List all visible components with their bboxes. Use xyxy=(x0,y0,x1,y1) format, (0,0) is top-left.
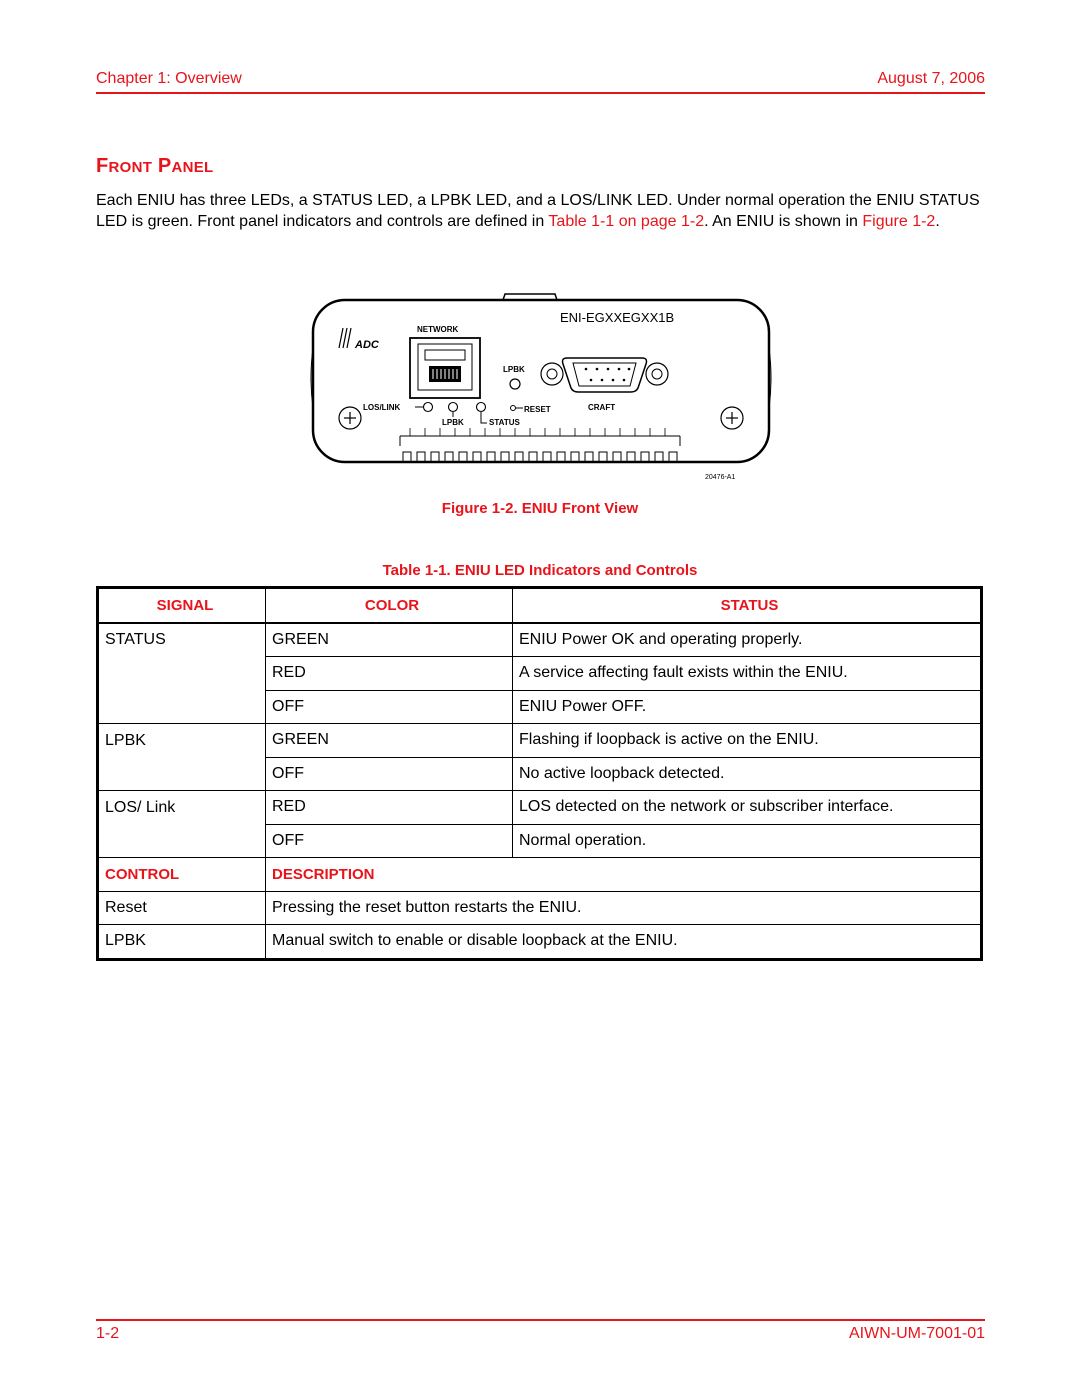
header-date: August 7, 2006 xyxy=(877,70,985,87)
table-row: LPBK GREEN Flashing if loopback is active on the ENIU. xyxy=(98,724,982,758)
figure-link[interactable]: Figure 1-2 xyxy=(862,213,936,230)
intro-paragraph: Each ENIU has three LEDs, a STATUS LED, a LPBK LED, and a LOS/LINK LED. Under normal operation the ENIU STATUS LED is green. Front panel indicators and controls are defined in Table 1-1 on page 1-2. An ENIU is shown in Figure 1-2. xyxy=(96,192,980,230)
eniu-front-view-figure xyxy=(305,288,775,488)
section-title: FRONT PANEL xyxy=(96,155,214,177)
los-link-led xyxy=(424,403,433,412)
status-led xyxy=(477,403,486,412)
header-control: CONTROL xyxy=(98,858,266,892)
table-row: Reset Pressing the reset button restarts the ENIU. xyxy=(98,891,982,925)
network-port xyxy=(410,338,480,398)
header-rule xyxy=(96,92,985,94)
los-link-label: LOS/LINK xyxy=(363,403,401,412)
eniu-front-panel-drawing xyxy=(305,288,775,488)
header-description: DESCRIPTION xyxy=(266,858,982,892)
network-label: NETWORK xyxy=(417,325,459,334)
lpbk-top-label: LPBK xyxy=(503,365,525,374)
reset-label: RESET xyxy=(524,405,551,414)
table-header-row xyxy=(98,588,982,623)
table-row: RED A service affecting fault exists within the ENIU. xyxy=(98,657,982,691)
led-indicators-table xyxy=(96,586,983,961)
drawing-id: 20476-A1 xyxy=(705,474,736,481)
right-screw-icon xyxy=(721,407,743,429)
table-row: OFF Normal operation. xyxy=(98,824,982,858)
document-number: AIWN-UM-7001-01 xyxy=(848,1325,985,1342)
svg-text:ADC: ADC xyxy=(355,339,379,351)
status-label: STATUS xyxy=(489,418,520,427)
lpbk-button xyxy=(510,379,520,389)
header-status: STATUS xyxy=(513,588,982,623)
table-row: STATUS GREEN ENIU Power OK and operating properly. xyxy=(98,623,982,657)
figure-caption: Figure 1-2. ENIU Front View xyxy=(441,500,639,517)
model-label: ENI-EGXXEGXX1B xyxy=(560,310,675,325)
lpbk-led xyxy=(449,403,458,412)
table-caption: Table 1-1. ENIU LED Indicators and Controls xyxy=(382,562,698,579)
table-row: LPBK Manual switch to enable or disable loopback at the ENIU. xyxy=(98,925,982,960)
page-number: 1-2 xyxy=(96,1325,120,1342)
left-screw-icon xyxy=(339,407,361,429)
table-row: OFF No active loopback detected. xyxy=(98,757,982,791)
reset-button xyxy=(511,406,516,411)
craft-label: CRAFT xyxy=(588,403,616,412)
table-link[interactable]: Table 1-1 on page 1-2 xyxy=(548,213,705,230)
table-row: OFF ENIU Power OFF. xyxy=(98,690,982,724)
control-header-row xyxy=(98,858,982,892)
lpbk-bottom-label: LPBK xyxy=(442,418,464,427)
footer-rule xyxy=(96,1319,985,1321)
header-color: COLOR xyxy=(266,588,513,623)
header-signal: SIGNAL xyxy=(98,588,266,623)
table-row: LOS/ Link RED LOS detected on the network or subscriber interface. xyxy=(98,791,982,825)
chapter-heading: Chapter 1: Overview xyxy=(96,70,242,87)
